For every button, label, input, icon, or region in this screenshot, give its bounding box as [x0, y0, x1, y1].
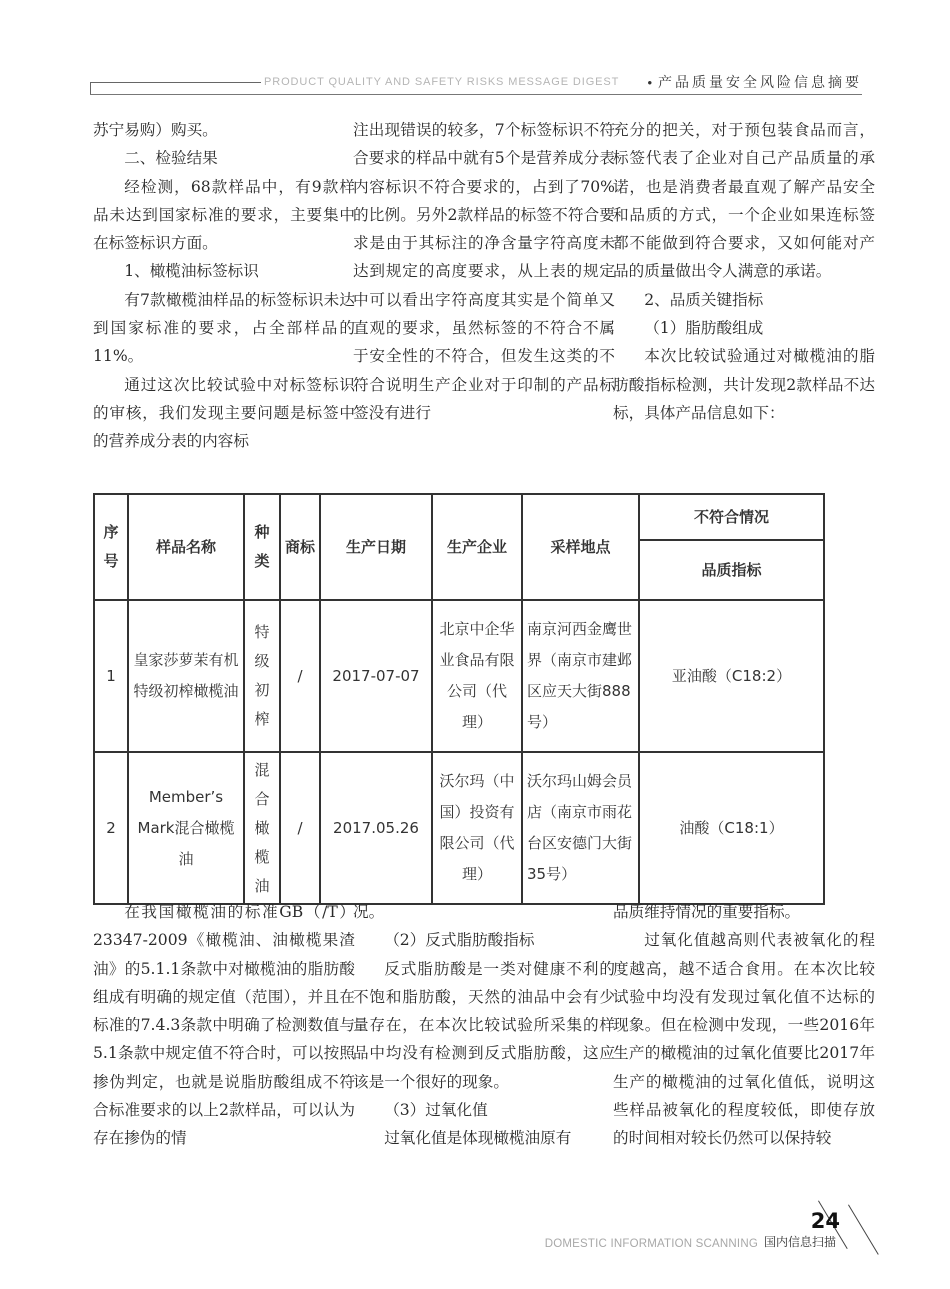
- header-nonconformity: 不符合情况: [639, 494, 824, 540]
- paragraph: 苏宁易购）购买。: [93, 121, 218, 139]
- paragraph: 过氧化值是体现橄榄油原有: [384, 1129, 572, 1148]
- paragraph: 有7款橄榄油样品的标签标识未达到国家标准的要求，占全部样品的11%。: [93, 290, 355, 366]
- table-row: [94, 600, 824, 752]
- cell-quality-index: 油酸（C18:1）: [639, 752, 824, 904]
- header-rule: [90, 94, 862, 95]
- paragraph: 注出现错误的较多，7个标签标识不符合要求的样品中就有5个是营养成分表内容标识不符合要求的，占到了70%的比例。另外2款样品的标签不符合要求是由于其标注的净含量字符高度未达到规定的高度要求，从上表的规定中可以看出字符高度其实是个简单又直观的要求，虽然标签的不符合不属于安全性的不符合，但发生这类的不符合说明生产企业对于印制的产品标签没有进行: [353, 121, 615, 422]
- cell-type: 混合橄榄油: [244, 752, 280, 904]
- paragraph: 况。: [353, 903, 385, 921]
- paragraph: 本次比较试验通过对橄榄油的脂肪酸指标检测，共计发现2款样品不达标，具体产品信息如下：: [613, 347, 875, 422]
- cell-seq: 1: [94, 600, 128, 752]
- running-footer: [470, 1209, 870, 1265]
- page-number: 24: [810, 1209, 840, 1233]
- cell-producer: 沃尔玛（中国）投资有限公司（代理）: [432, 752, 522, 904]
- header-quality-index: 品质指标: [639, 540, 824, 600]
- header-english-title: PRODUCT QUALITY AND SAFETY RISKS MESSAGE DIGEST: [264, 76, 620, 88]
- cell-date: 2017.05.26: [320, 752, 432, 904]
- cell-name: 皇家莎萝茉有机特级初榨橄榄油: [128, 600, 244, 752]
- nonconforming-products-table: [93, 493, 825, 905]
- paragraph: 充分的把关，对于预包装食品而言，标签代表了企业对自己产品质量的承诺，也是消费者最直观了解产品安全和品质的方式，一个企业如果连标签都不能做到符合要求，又如何能对产品的质量做出令人满意的承诺。: [613, 121, 875, 281]
- header-bullet: •: [647, 74, 652, 90]
- cell-name: Member’s Mark混合橄榄油: [128, 752, 244, 904]
- upper-column-2: [353, 116, 615, 486]
- upper-column-3: [613, 116, 875, 488]
- header-type: 种类: [244, 494, 280, 600]
- header-producer: 生产企业: [432, 494, 522, 600]
- header-date: 生产日期: [320, 494, 432, 600]
- header-chinese-group: [647, 72, 862, 92]
- cell-producer: 北京中企华业食品有限公司（代理）: [432, 600, 522, 752]
- cell-quality-index: 亚油酸（C18:2）: [639, 600, 824, 752]
- cell-brand: /: [280, 752, 320, 904]
- paragraph: 过氧化值越高则代表被氧化的程度越高，越不适合食用。在本次比较试验中均没有发现过氧化值不达标的现象。但在检测中发现，一些2016年生产的橄榄油的过氧化值要比2017年生产的橄榄油的过氧化值低，说明这些样品被氧化的程度较低，即使存放的时间相对较长仍然可以保持较: [613, 931, 875, 1148]
- cell-location: 南京河西金鹰世界（南京市建邺区应天大街888号）: [522, 600, 639, 752]
- footer-slash-right: [848, 1204, 879, 1254]
- paragraph: 通过这次比较试验中对标签标识的审核，我们发现主要问题是标签中的营养成分表的内容标: [93, 375, 355, 451]
- header-location: 采样地点: [522, 494, 639, 600]
- subsection-heading-fatty-acid: （1）脂肪酸组成: [644, 319, 764, 338]
- paragraph: 经检测，68款样品中，有9款样品未达到国家标准的要求，主要集中在标签标识方面。: [93, 177, 355, 253]
- paragraph: 品质维持情况的重要指标。: [613, 903, 801, 921]
- cell-brand: /: [280, 600, 320, 752]
- header-chinese-title: 产品质量安全风险信息摘要: [658, 75, 862, 91]
- cell-seq: 2: [94, 752, 128, 904]
- paragraph: 反式脂肪酸是一类对健康不利的不饱和脂肪酸，天然的油品中会有少量存在，在本次比较试验所采集的样品中均没有检测到反式脂肪酸，这应该是一个很好的现象。: [353, 959, 615, 1091]
- cell-type: 特级初榨: [244, 600, 280, 752]
- paragraph: 在我国橄榄油的标准GB（/T）23347-2009《橄榄油、油橄榄果渣油》的5.1.1条款中对橄榄油的脂肪酸组成有明确的规定值（范围），并且在标准的7.4.3条款中明确了检测数值与5.1条款中规定值不符合时，可以按照掺伪判定，也就是说脂肪酸组成不符合标准要求的以上2款样品，可以认为存在掺伪的情: [93, 903, 355, 1148]
- running-header: [90, 72, 862, 98]
- cell-location: 沃尔玛山姆会员店（南京市雨花台区安德门大街35号）: [522, 752, 639, 904]
- lower-column-3: [613, 898, 875, 1188]
- footer-english-title: DOMESTIC INFORMATION SCANNING: [544, 1238, 758, 1250]
- header-brand: 商标: [280, 494, 320, 600]
- header-seq: 序号: [94, 494, 128, 600]
- table-row: [94, 752, 824, 904]
- lower-column-1: [93, 898, 355, 1188]
- lower-column-2: [353, 898, 615, 1188]
- section-heading-results: 二、检验结果: [124, 149, 218, 168]
- header-name: 样品名称: [128, 494, 244, 600]
- footer-title-row: [545, 1233, 836, 1250]
- subsection-heading-peroxide: （3）过氧化值: [384, 1101, 488, 1120]
- header-title-row: [264, 72, 862, 92]
- footer-chinese-title: 国内信息扫描: [763, 1235, 836, 1249]
- upper-column-1: [93, 116, 355, 486]
- cell-date: 2017-07-07: [320, 600, 432, 752]
- subsection-heading-quality: 2、品质关键指标: [644, 290, 764, 309]
- subsection-heading-label: 1、橄榄油标签标识: [124, 262, 259, 281]
- subsection-heading-trans-fat: （2）反式脂肪酸指标: [384, 931, 535, 950]
- table-header-row: [94, 494, 824, 540]
